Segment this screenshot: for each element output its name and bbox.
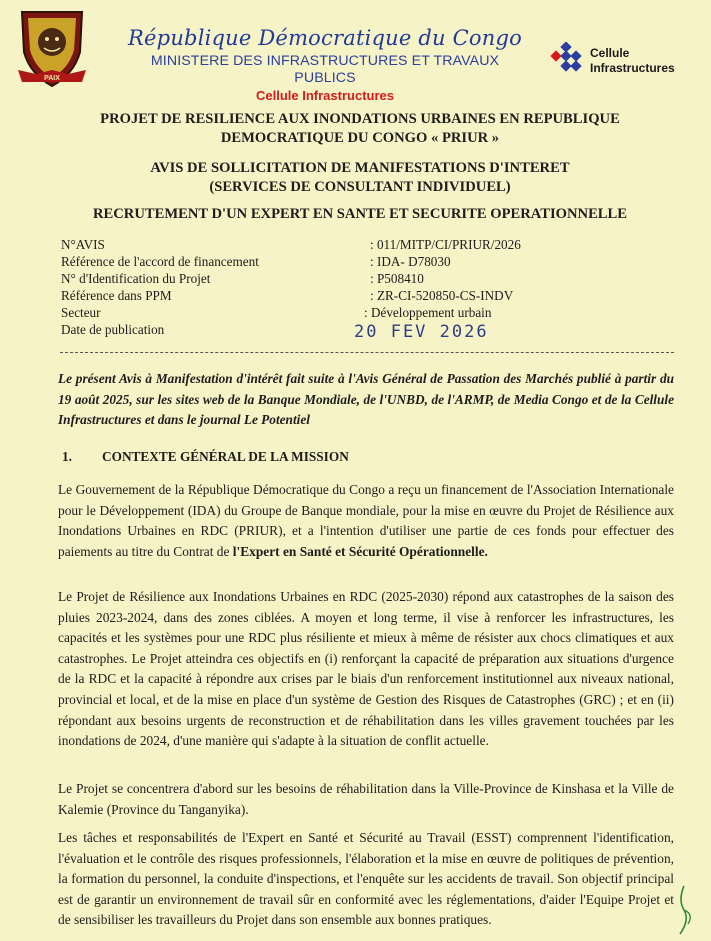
- paragraph-concentration: Le Projet se concentrera d'abord sur les besoins de réhabilitation dans la Ville-Province de Kinshasa et la Ville de Kalemie (Province du Tanganyika).: [58, 781, 674, 817]
- cellule-title: Cellule Infrastructures: [256, 88, 394, 103]
- handwritten-mark-icon: [670, 880, 700, 940]
- coat-of-arms-emblem: [14, 8, 90, 90]
- logo-line2: Infrastructures: [590, 61, 675, 75]
- section-heading: [62, 449, 349, 465]
- info-label: Date de publication: [61, 322, 165, 337]
- notice-title-line2: (SERVICES DE CONSULTANT INDIVIDUEL): [209, 179, 511, 195]
- notice-info-table: [61, 236, 661, 342]
- separator-line: [60, 352, 674, 353]
- info-row-secteur: [61, 304, 661, 321]
- document-titles: [40, 110, 680, 224]
- info-row-financement: [61, 253, 661, 270]
- info-row-projet: [61, 270, 661, 287]
- header-center: [120, 26, 530, 104]
- paragraph-projet: Le Projet de Résilience aux Inondations Urbaines en RDC (2025-2030) répond aux catastrophes de la saison des pluies 2023-2024, dans des zones ciblées. A moyen et long terme, il vise à renforcer les infrastructures, les capacités et les systèmes pour une RDC plus résiliente et mieux à même de résister aux chocs climatiques et aux catastrophes. Le Projet atteindra ces objectifs en (i) renforçant la capacité de préparation aux situations d'urgence de la RDC et la capacité à répondre aux crises par le biais d'un renforcement institutionnel aux niveaux national, provincial et local, et de la mise en place d'un système de Gestion des Risques de Catastrophes (GRC) ; et en (ii) répondant aux besoins urgents de reconstruction et de réhabilitation dans les villes gravement touchées par les inondations de 2024, d'une manière qui s'adapte à la situation de conflit actuelle.: [58, 589, 674, 749]
- section-number: 1.: [62, 449, 72, 464]
- emblem-motto: PAIX: [44, 75, 60, 82]
- intro-paragraph: Le présent Avis à Manifestation d'intérêt fait suite à l'Avis Général de Passation des Marchés publié à partir du 19 août 2025, sur les sites web de la Banque Mondiale, de l'UNBD, de l'ARMP, de Media Congo et de la Cellule Infrastructures et dans le journal Le Potentiel: [58, 371, 674, 427]
- publication-date-stamp: 20 FEV 2026: [354, 322, 489, 342]
- paragraph-taches: Les tâches et responsabilités de l'Expert en Santé et Sécurité au Travail (ESST) comprennent l'identification, l'évaluation et le contrôle des risques professionnels, l'élaboration et la mise en œuvre de politiques de prévention, la formation du personnel, la conduite d'inspections, et l'enquête sur les accidents de travail. Son objectif principal est de garantir un environnement de travail sûr en conformité avec les réglementations, d'aider l'Equipe Projet et de sensibiliser les travailleurs du Projet dans son ensemble aux bonnes pratiques.: [58, 830, 674, 928]
- ministry-title: MINISTERE DES INFRASTRUCTURES ET TRAVAUX PUBLICS: [150, 53, 500, 86]
- info-label: Référence de l'accord de financement: [61, 254, 259, 269]
- info-row-date: [61, 321, 661, 342]
- paragraph-financement: [58, 480, 674, 562]
- notice-title-line1: AVIS DE SOLLICITATION DE MANIFESTATIONS D'INTERET: [150, 160, 570, 176]
- section-title: CONTEXTE GÉNÉRAL DE LA MISSION: [102, 449, 349, 464]
- info-value: : Développement urbain: [364, 305, 492, 320]
- info-label: N°AVIS: [61, 237, 105, 252]
- info-value: : ZR-CI-520850-CS-INDV: [370, 288, 514, 303]
- cellule-logo-icon: [546, 42, 586, 80]
- cellule-infrastructures-logo: [546, 42, 696, 82]
- info-label: Référence dans PPM: [61, 288, 172, 303]
- logo-line1: Cellule: [590, 46, 630, 60]
- info-label: Secteur: [61, 305, 101, 320]
- project-title: PROJET DE RESILIENCE AUX INONDATIONS URBAINES EN REPUBLIQUE DEMOCRATIQUE DU CONGO « PRIUR »: [100, 111, 620, 146]
- info-value: : P508410: [370, 271, 424, 286]
- info-value: : IDA- D78030: [370, 254, 451, 269]
- republic-title: République Démocratique du Congo: [128, 26, 522, 50]
- paragraph-text: Le Gouvernement de la République Démocratique du Congo a reçu un financement de l'Association Internationale pour le Développement (IDA) du Groupe de Banque mondiale, pour la mise en œuvre du Projet de Résilience aux Inondations Urbaines en RDC (PRIUR), et a l'intention d'utiliser une partie de ces fonds pour effectuer des paiements au titre du Contrat de: [58, 482, 674, 559]
- recruitment-title: RECRUTEMENT D'UN EXPERT EN SANTE ET SECURITE OPERATIONNELLE: [92, 206, 628, 222]
- info-label: N° d'Identification du Projet: [61, 271, 211, 286]
- paragraph-bold-text: l'Expert en Santé et Sécurité Opérationnelle.: [232, 543, 488, 559]
- info-row-ppm: [61, 287, 661, 304]
- info-row-avis: [61, 236, 661, 253]
- info-value: : 011/MITP/CI/PRIUR/2026: [370, 237, 521, 252]
